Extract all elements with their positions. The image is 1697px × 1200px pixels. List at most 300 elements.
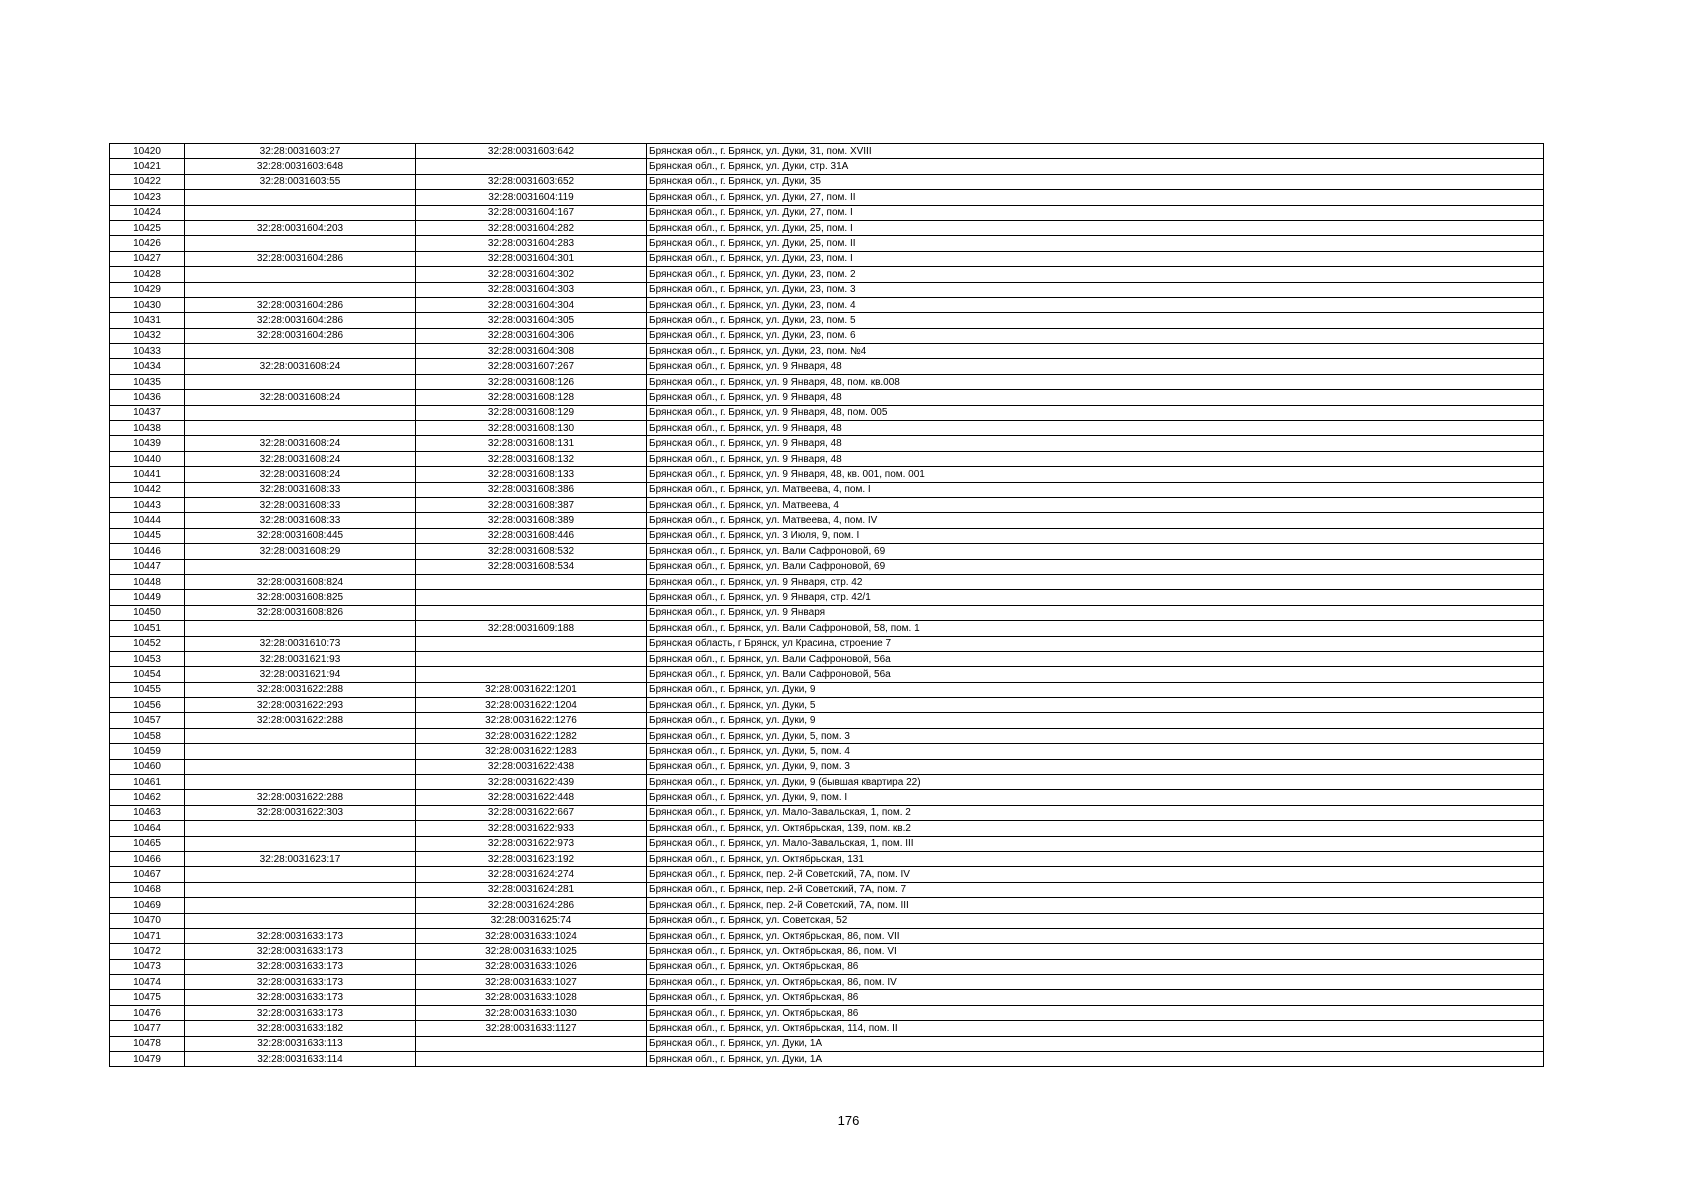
land-cadastral-number-cell: 32:28:0031608:445 (185, 528, 416, 543)
land-cadastral-number-cell: 32:28:0031633:173 (185, 990, 416, 1005)
address-cell: Брянская обл., г. Брянск, ул. Дуки, 23, пом. 6 (647, 328, 1544, 343)
object-cadastral-number-cell: 32:28:0031604:304 (416, 297, 647, 312)
land-cadastral-number-cell (185, 821, 416, 836)
address-cell: Брянская обл., г. Брянск, ул. Вали Сафроновой, 69 (647, 544, 1544, 559)
row-number-cell: 10436 (110, 390, 185, 405)
object-cadastral-number-cell: 32:28:0031604:301 (416, 251, 647, 266)
row-number-cell: 10470 (110, 913, 185, 928)
object-cadastral-number-cell: 32:28:0031608:131 (416, 436, 647, 451)
row-number-cell: 10465 (110, 836, 185, 851)
table-row (110, 1036, 1544, 1051)
object-cadastral-number-cell: 32:28:0031608:389 (416, 513, 647, 528)
land-cadastral-number-cell: 32:28:0031633:114 (185, 1052, 416, 1067)
land-cadastral-number-cell: 32:28:0031608:24 (185, 390, 416, 405)
table-row (110, 190, 1544, 205)
object-cadastral-number-cell: 32:28:0031603:642 (416, 144, 647, 159)
land-cadastral-number-cell: 32:28:0031622:288 (185, 790, 416, 805)
address-cell: Брянская обл., г. Брянск, ул. Дуки, 23, пом. №4 (647, 344, 1544, 359)
row-number-cell: 10425 (110, 220, 185, 235)
table-row (110, 282, 1544, 297)
object-cadastral-number-cell: 32:28:0031608:128 (416, 390, 647, 405)
table-row (110, 144, 1544, 159)
land-cadastral-number-cell (185, 728, 416, 743)
table-row (110, 267, 1544, 282)
table-row (110, 651, 1544, 666)
object-cadastral-number-cell (416, 605, 647, 620)
address-cell: Брянская обл., г. Брянск, ул. Дуки, 35 (647, 174, 1544, 189)
table-row (110, 759, 1544, 774)
land-cadastral-number-cell (185, 775, 416, 790)
land-cadastral-number-cell (185, 344, 416, 359)
object-cadastral-number-cell: 32:28:0031604:308 (416, 344, 647, 359)
row-number-cell: 10426 (110, 236, 185, 251)
row-number-cell: 10440 (110, 451, 185, 466)
object-cadastral-number-cell: 32:28:0031608:446 (416, 528, 647, 543)
address-cell: Брянская обл., г. Брянск, ул. Матвеева, 4, пом. I (647, 482, 1544, 497)
land-cadastral-number-cell: 32:28:0031608:825 (185, 590, 416, 605)
land-cadastral-number-cell (185, 421, 416, 436)
row-number-cell: 10457 (110, 713, 185, 728)
table-row (110, 236, 1544, 251)
address-cell: Брянская обл., г. Брянск, ул. 9 Января, стр. 42/1 (647, 590, 1544, 605)
row-number-cell: 10464 (110, 821, 185, 836)
land-cadastral-number-cell: 32:28:0031604:286 (185, 328, 416, 343)
table-row (110, 713, 1544, 728)
object-cadastral-number-cell: 32:28:0031604:305 (416, 313, 647, 328)
row-number-cell: 10450 (110, 605, 185, 620)
object-cadastral-number-cell: 32:28:0031607:267 (416, 359, 647, 374)
address-cell: Брянская обл., г. Брянск, ул. Дуки, 1А (647, 1052, 1544, 1067)
table-row (110, 405, 1544, 420)
address-cell: Брянская обл., г. Брянск, ул. Октябрьская, 139, пом. кв.2 (647, 821, 1544, 836)
land-cadastral-number-cell: 32:28:0031608:826 (185, 605, 416, 620)
table-row (110, 728, 1544, 743)
row-number-cell: 10471 (110, 928, 185, 943)
address-cell: Брянская обл., г. Брянск, ул. Дуки, 23, пом. I (647, 251, 1544, 266)
address-cell: Брянская обл., г. Брянск, ул. Дуки, 23, пом. 2 (647, 267, 1544, 282)
row-number-cell: 10441 (110, 467, 185, 482)
row-number-cell: 10446 (110, 544, 185, 559)
address-cell: Брянская обл., г. Брянск, ул. 9 Января, 48, кв. 001, пом. 001 (647, 467, 1544, 482)
land-cadastral-number-cell: 32:28:0031633:182 (185, 1021, 416, 1036)
table-row (110, 790, 1544, 805)
land-cadastral-number-cell: 32:28:0031604:203 (185, 220, 416, 235)
address-cell: Брянская обл., г. Брянск, ул. Октябрьская, 86, пом. IV (647, 975, 1544, 990)
row-number-cell: 10444 (110, 513, 185, 528)
object-cadastral-number-cell: 32:28:0031622:1282 (416, 728, 647, 743)
object-cadastral-number-cell (416, 1052, 647, 1067)
object-cadastral-number-cell: 32:28:0031633:1025 (416, 944, 647, 959)
address-cell: Брянская область, г Брянск, ул Красина, строение 7 (647, 636, 1544, 651)
address-cell: Брянская обл., г. Брянск, ул. Советская, 52 (647, 913, 1544, 928)
land-cadastral-number-cell (185, 744, 416, 759)
land-cadastral-number-cell: 32:28:0031608:33 (185, 482, 416, 497)
row-number-cell: 10442 (110, 482, 185, 497)
address-cell: Брянская обл., г. Брянск, ул. Октябрьская, 86 (647, 959, 1544, 974)
row-number-cell: 10454 (110, 667, 185, 682)
row-number-cell: 10467 (110, 867, 185, 882)
table-row (110, 975, 1544, 990)
table-row (110, 297, 1544, 312)
table-row (110, 359, 1544, 374)
object-cadastral-number-cell: 32:28:0031604:306 (416, 328, 647, 343)
object-cadastral-number-cell: 32:28:0031604:303 (416, 282, 647, 297)
property-registry-table (109, 143, 1544, 1067)
table-row (110, 913, 1544, 928)
table-row (110, 159, 1544, 174)
table-row (110, 1021, 1544, 1036)
land-cadastral-number-cell: 32:28:0031623:17 (185, 851, 416, 866)
table-row (110, 421, 1544, 436)
row-number-cell: 10427 (110, 251, 185, 266)
address-cell: Брянская обл., г. Брянск, пер. 2-й Советский, 7А, пом. IV (647, 867, 1544, 882)
row-number-cell: 10462 (110, 790, 185, 805)
table-row (110, 805, 1544, 820)
table-row (110, 959, 1544, 974)
object-cadastral-number-cell (416, 574, 647, 589)
object-cadastral-number-cell: 32:28:0031622:1201 (416, 682, 647, 697)
address-cell: Брянская обл., г. Брянск, ул. 9 Января, 48 (647, 359, 1544, 374)
object-cadastral-number-cell: 32:28:0031633:1027 (416, 975, 647, 990)
land-cadastral-number-cell (185, 267, 416, 282)
land-cadastral-number-cell: 32:28:0031621:94 (185, 667, 416, 682)
row-number-cell: 10433 (110, 344, 185, 359)
land-cadastral-number-cell (185, 236, 416, 251)
land-cadastral-number-cell: 32:28:0031608:33 (185, 497, 416, 512)
land-cadastral-number-cell (185, 759, 416, 774)
address-cell: Брянская обл., г. Брянск, ул. Вали Сафроновой, 58, пом. 1 (647, 621, 1544, 636)
address-cell: Брянская обл., г. Брянск, ул. Матвеева, 4, пом. IV (647, 513, 1544, 528)
row-number-cell: 10448 (110, 574, 185, 589)
address-cell: Брянская обл., г. Брянск, ул. Мало-Завальская, 1, пом. III (647, 836, 1544, 851)
address-cell: Брянская обл., г. Брянск, ул. Дуки, 5, пом. 4 (647, 744, 1544, 759)
object-cadastral-number-cell: 32:28:0031622:448 (416, 790, 647, 805)
land-cadastral-number-cell: 32:28:0031633:173 (185, 944, 416, 959)
address-cell: Брянская обл., г. Брянск, ул. Октябрьская, 86, пом. VI (647, 944, 1544, 959)
land-cadastral-number-cell (185, 282, 416, 297)
row-number-cell: 10468 (110, 882, 185, 897)
table-row (110, 390, 1544, 405)
row-number-cell: 10435 (110, 374, 185, 389)
address-cell: Брянская обл., г. Брянск, ул. Дуки, 25, пом. II (647, 236, 1544, 251)
object-cadastral-number-cell: 32:28:0031624:274 (416, 867, 647, 882)
address-cell: Брянская обл., г. Брянск, ул. Дуки, 23, пом. 5 (647, 313, 1544, 328)
object-cadastral-number-cell: 32:28:0031624:286 (416, 898, 647, 913)
row-number-cell: 10472 (110, 944, 185, 959)
land-cadastral-number-cell: 32:28:0031604:286 (185, 251, 416, 266)
object-cadastral-number-cell: 32:28:0031608:386 (416, 482, 647, 497)
object-cadastral-number-cell: 32:28:0031624:281 (416, 882, 647, 897)
table-row (110, 513, 1544, 528)
row-number-cell: 10449 (110, 590, 185, 605)
land-cadastral-number-cell: 32:28:0031608:24 (185, 467, 416, 482)
table-row (110, 220, 1544, 235)
table-row (110, 544, 1544, 559)
row-number-cell: 10478 (110, 1036, 185, 1051)
row-number-cell: 10438 (110, 421, 185, 436)
address-cell: Брянская обл., г. Брянск, ул. Дуки, 1А (647, 1036, 1544, 1051)
table-row (110, 1005, 1544, 1020)
address-cell: Брянская обл., г. Брянск, ул. Октябрьская, 86 (647, 990, 1544, 1005)
table-row (110, 621, 1544, 636)
land-cadastral-number-cell (185, 882, 416, 897)
table-row (110, 205, 1544, 220)
address-cell: Брянская обл., г. Брянск, ул. Дуки, 9, пом. I (647, 790, 1544, 805)
row-number-cell: 10422 (110, 174, 185, 189)
object-cadastral-number-cell: 32:28:0031603:652 (416, 174, 647, 189)
land-cadastral-number-cell: 32:28:0031604:286 (185, 313, 416, 328)
address-cell: Брянская обл., г. Брянск, ул. Октябрьская, 131 (647, 851, 1544, 866)
row-number-cell: 10434 (110, 359, 185, 374)
address-cell: Брянская обл., г. Брянск, ул. 9 Января, 48 (647, 451, 1544, 466)
land-cadastral-number-cell: 32:28:0031633:173 (185, 1005, 416, 1020)
table-row (110, 313, 1544, 328)
object-cadastral-number-cell: 32:28:0031633:1026 (416, 959, 647, 974)
land-cadastral-number-cell: 32:28:0031610:73 (185, 636, 416, 651)
object-cadastral-number-cell: 32:28:0031622:1204 (416, 698, 647, 713)
table-row (110, 605, 1544, 620)
land-cadastral-number-cell: 32:28:0031633:113 (185, 1036, 416, 1051)
table-row (110, 882, 1544, 897)
table-row (110, 898, 1544, 913)
row-number-cell: 10423 (110, 190, 185, 205)
row-number-cell: 10447 (110, 559, 185, 574)
address-cell: Брянская обл., г. Брянск, ул. Дуки, 31, пом. XVIII (647, 144, 1544, 159)
table-row (110, 867, 1544, 882)
row-number-cell: 10431 (110, 313, 185, 328)
land-cadastral-number-cell (185, 190, 416, 205)
object-cadastral-number-cell (416, 667, 647, 682)
land-cadastral-number-cell: 32:28:0031604:286 (185, 297, 416, 312)
address-cell: Брянская обл., г. Брянск, пер. 2-й Советский, 7А, пом. III (647, 898, 1544, 913)
address-cell: Брянская обл., г. Брянск, ул. 9 Января, стр. 42 (647, 574, 1544, 589)
row-number-cell: 10473 (110, 959, 185, 974)
object-cadastral-number-cell: 32:28:0031625:74 (416, 913, 647, 928)
object-cadastral-number-cell: 32:28:0031608:387 (416, 497, 647, 512)
address-cell: Брянская обл., г. Брянск, ул. Октябрьская, 86 (647, 1005, 1544, 1020)
object-cadastral-number-cell: 32:28:0031622:933 (416, 821, 647, 836)
table-row (110, 851, 1544, 866)
object-cadastral-number-cell (416, 590, 647, 605)
land-cadastral-number-cell: 32:28:0031622:293 (185, 698, 416, 713)
address-cell: Брянская обл., г. Брянск, ул. Дуки, 23, пом. 4 (647, 297, 1544, 312)
table-row (110, 744, 1544, 759)
land-cadastral-number-cell (185, 374, 416, 389)
address-cell: Брянская обл., г. Брянск, ул. Вали Сафроновой, 69 (647, 559, 1544, 574)
address-cell: Брянская обл., г. Брянск, ул. Вали Сафроновой, 56а (647, 651, 1544, 666)
table-row (110, 590, 1544, 605)
address-cell: Брянская обл., г. Брянск, ул. 3 Июля, 9, пом. I (647, 528, 1544, 543)
object-cadastral-number-cell: 32:28:0031604:282 (416, 220, 647, 235)
address-cell: Брянская обл., г. Брянск, пер. 2-й Советский, 7А, пом. 7 (647, 882, 1544, 897)
row-number-cell: 10428 (110, 267, 185, 282)
land-cadastral-number-cell (185, 867, 416, 882)
row-number-cell: 10451 (110, 621, 185, 636)
address-cell: Брянская обл., г. Брянск, ул. Дуки, 23, пом. 3 (647, 282, 1544, 297)
table-row (110, 667, 1544, 682)
land-cadastral-number-cell: 32:28:0031621:93 (185, 651, 416, 666)
land-cadastral-number-cell: 32:28:0031603:55 (185, 174, 416, 189)
object-cadastral-number-cell: 32:28:0031633:1127 (416, 1021, 647, 1036)
object-cadastral-number-cell (416, 1036, 647, 1051)
object-cadastral-number-cell: 32:28:0031622:667 (416, 805, 647, 820)
row-number-cell: 10475 (110, 990, 185, 1005)
table-row (110, 559, 1544, 574)
land-cadastral-number-cell: 32:28:0031608:824 (185, 574, 416, 589)
object-cadastral-number-cell: 32:28:0031608:129 (416, 405, 647, 420)
object-cadastral-number-cell: 32:28:0031608:532 (416, 544, 647, 559)
object-cadastral-number-cell: 32:28:0031633:1030 (416, 1005, 647, 1020)
row-number-cell: 10463 (110, 805, 185, 820)
row-number-cell: 10476 (110, 1005, 185, 1020)
land-cadastral-number-cell: 32:28:0031603:648 (185, 159, 416, 174)
address-cell: Брянская обл., г. Брянск, ул. Дуки, 27, пом. I (647, 205, 1544, 220)
row-number-cell: 10439 (110, 436, 185, 451)
table-row (110, 174, 1544, 189)
address-cell: Брянская обл., г. Брянск, ул. Матвеева, 4 (647, 497, 1544, 512)
row-number-cell: 10474 (110, 975, 185, 990)
land-cadastral-number-cell: 32:28:0031608:29 (185, 544, 416, 559)
row-number-cell: 10466 (110, 851, 185, 866)
land-cadastral-number-cell (185, 836, 416, 851)
object-cadastral-number-cell: 32:28:0031604:167 (416, 205, 647, 220)
object-cadastral-number-cell: 32:28:0031623:192 (416, 851, 647, 866)
land-cadastral-number-cell: 32:28:0031633:173 (185, 928, 416, 943)
row-number-cell: 10455 (110, 682, 185, 697)
object-cadastral-number-cell: 32:28:0031622:1276 (416, 713, 647, 728)
object-cadastral-number-cell: 32:28:0031608:126 (416, 374, 647, 389)
registry-table-body (110, 144, 1544, 1067)
row-number-cell: 10479 (110, 1052, 185, 1067)
address-cell: Брянская обл., г. Брянск, ул. 9 Января (647, 605, 1544, 620)
row-number-cell: 10421 (110, 159, 185, 174)
row-number-cell: 10460 (110, 759, 185, 774)
object-cadastral-number-cell: 32:28:0031604:119 (416, 190, 647, 205)
table-row (110, 497, 1544, 512)
land-cadastral-number-cell (185, 559, 416, 574)
table-row (110, 1052, 1544, 1067)
table-row (110, 775, 1544, 790)
address-cell: Брянская обл., г. Брянск, ул. 9 Января, 48, пом. кв.008 (647, 374, 1544, 389)
land-cadastral-number-cell: 32:28:0031622:303 (185, 805, 416, 820)
address-cell: Брянская обл., г. Брянск, ул. Дуки, 5, пом. 3 (647, 728, 1544, 743)
address-cell: Брянская обл., г. Брянск, ул. Вали Сафроновой, 56а (647, 667, 1544, 682)
row-number-cell: 10445 (110, 528, 185, 543)
address-cell: Брянская обл., г. Брянск, ул. Дуки, 27, пом. II (647, 190, 1544, 205)
land-cadastral-number-cell: 32:28:0031603:27 (185, 144, 416, 159)
land-cadastral-number-cell: 32:28:0031633:173 (185, 959, 416, 974)
land-cadastral-number-cell (185, 405, 416, 420)
address-cell: Брянская обл., г. Брянск, ул. Дуки, 25, пом. I (647, 220, 1544, 235)
table-row (110, 374, 1544, 389)
object-cadastral-number-cell: 32:28:0031604:283 (416, 236, 647, 251)
land-cadastral-number-cell: 32:28:0031608:33 (185, 513, 416, 528)
row-number-cell: 10453 (110, 651, 185, 666)
object-cadastral-number-cell: 32:28:0031604:302 (416, 267, 647, 282)
row-number-cell: 10477 (110, 1021, 185, 1036)
object-cadastral-number-cell: 32:28:0031633:1028 (416, 990, 647, 1005)
table-row (110, 821, 1544, 836)
row-number-cell: 10429 (110, 282, 185, 297)
page-number: 176 (837, 1113, 860, 1128)
object-cadastral-number-cell: 32:28:0031622:1283 (416, 744, 647, 759)
row-number-cell: 10443 (110, 497, 185, 512)
address-cell: Брянская обл., г. Брянск, ул. Дуки, 9, пом. 3 (647, 759, 1544, 774)
land-cadastral-number-cell: 32:28:0031608:24 (185, 436, 416, 451)
table-row (110, 467, 1544, 482)
table-row (110, 636, 1544, 651)
land-cadastral-number-cell (185, 621, 416, 636)
table-row (110, 836, 1544, 851)
land-cadastral-number-cell (185, 913, 416, 928)
address-cell: Брянская обл., г. Брянск, ул. Октябрьская, 86, пом. VII (647, 928, 1544, 943)
row-number-cell: 10456 (110, 698, 185, 713)
address-cell: Брянская обл., г. Брянск, ул. Мало-Завальская, 1, пом. 2 (647, 805, 1544, 820)
object-cadastral-number-cell: 32:28:0031608:130 (416, 421, 647, 436)
land-cadastral-number-cell: 32:28:0031633:173 (185, 975, 416, 990)
address-cell: Брянская обл., г. Брянск, ул. Октябрьская, 114, пом. II (647, 1021, 1544, 1036)
object-cadastral-number-cell (416, 636, 647, 651)
land-cadastral-number-cell (185, 205, 416, 220)
row-number-cell: 10459 (110, 744, 185, 759)
table-row (110, 251, 1544, 266)
table-row (110, 436, 1544, 451)
address-cell: Брянская обл., г. Брянск, ул. Дуки, 9 (647, 682, 1544, 697)
table-row (110, 328, 1544, 343)
address-cell: Брянская обл., г. Брянск, ул. Дуки, 5 (647, 698, 1544, 713)
object-cadastral-number-cell: 32:28:0031609:188 (416, 621, 647, 636)
table-row (110, 682, 1544, 697)
land-cadastral-number-cell: 32:28:0031608:24 (185, 359, 416, 374)
object-cadastral-number-cell (416, 159, 647, 174)
land-cadastral-number-cell: 32:28:0031608:24 (185, 451, 416, 466)
object-cadastral-number-cell: 32:28:0031608:133 (416, 467, 647, 482)
land-cadastral-number-cell: 32:28:0031622:288 (185, 713, 416, 728)
address-cell: Брянская обл., г. Брянск, ул. 9 Января, 48 (647, 390, 1544, 405)
address-cell: Брянская обл., г. Брянск, ул. Дуки, 9 (бывшая квартира 22) (647, 775, 1544, 790)
land-cadastral-number-cell (185, 898, 416, 913)
address-cell: Брянская обл., г. Брянск, ул. Дуки, 9 (647, 713, 1544, 728)
address-cell: Брянская обл., г. Брянск, ул. 9 Января, 48 (647, 436, 1544, 451)
address-cell: Брянская обл., г. Брянск, ул. Дуки, стр. 31А (647, 159, 1544, 174)
row-number-cell: 10458 (110, 728, 185, 743)
address-cell: Брянская обл., г. Брянск, ул. 9 Января, 48, пом. 005 (647, 405, 1544, 420)
table-row (110, 574, 1544, 589)
row-number-cell: 10430 (110, 297, 185, 312)
row-number-cell: 10420 (110, 144, 185, 159)
row-number-cell: 10432 (110, 328, 185, 343)
table-row (110, 451, 1544, 466)
table-row (110, 944, 1544, 959)
table-row (110, 928, 1544, 943)
row-number-cell: 10437 (110, 405, 185, 420)
object-cadastral-number-cell: 32:28:0031608:132 (416, 451, 647, 466)
row-number-cell: 10461 (110, 775, 185, 790)
address-cell: Брянская обл., г. Брянск, ул. 9 Января, 48 (647, 421, 1544, 436)
row-number-cell: 10469 (110, 898, 185, 913)
land-cadastral-number-cell: 32:28:0031622:288 (185, 682, 416, 697)
object-cadastral-number-cell: 32:28:0031608:534 (416, 559, 647, 574)
table-row (110, 344, 1544, 359)
object-cadastral-number-cell: 32:28:0031633:1024 (416, 928, 647, 943)
table-row (110, 698, 1544, 713)
object-cadastral-number-cell: 32:28:0031622:438 (416, 759, 647, 774)
row-number-cell: 10452 (110, 636, 185, 651)
table-row (110, 990, 1544, 1005)
table-row (110, 528, 1544, 543)
object-cadastral-number-cell (416, 651, 647, 666)
row-number-cell: 10424 (110, 205, 185, 220)
